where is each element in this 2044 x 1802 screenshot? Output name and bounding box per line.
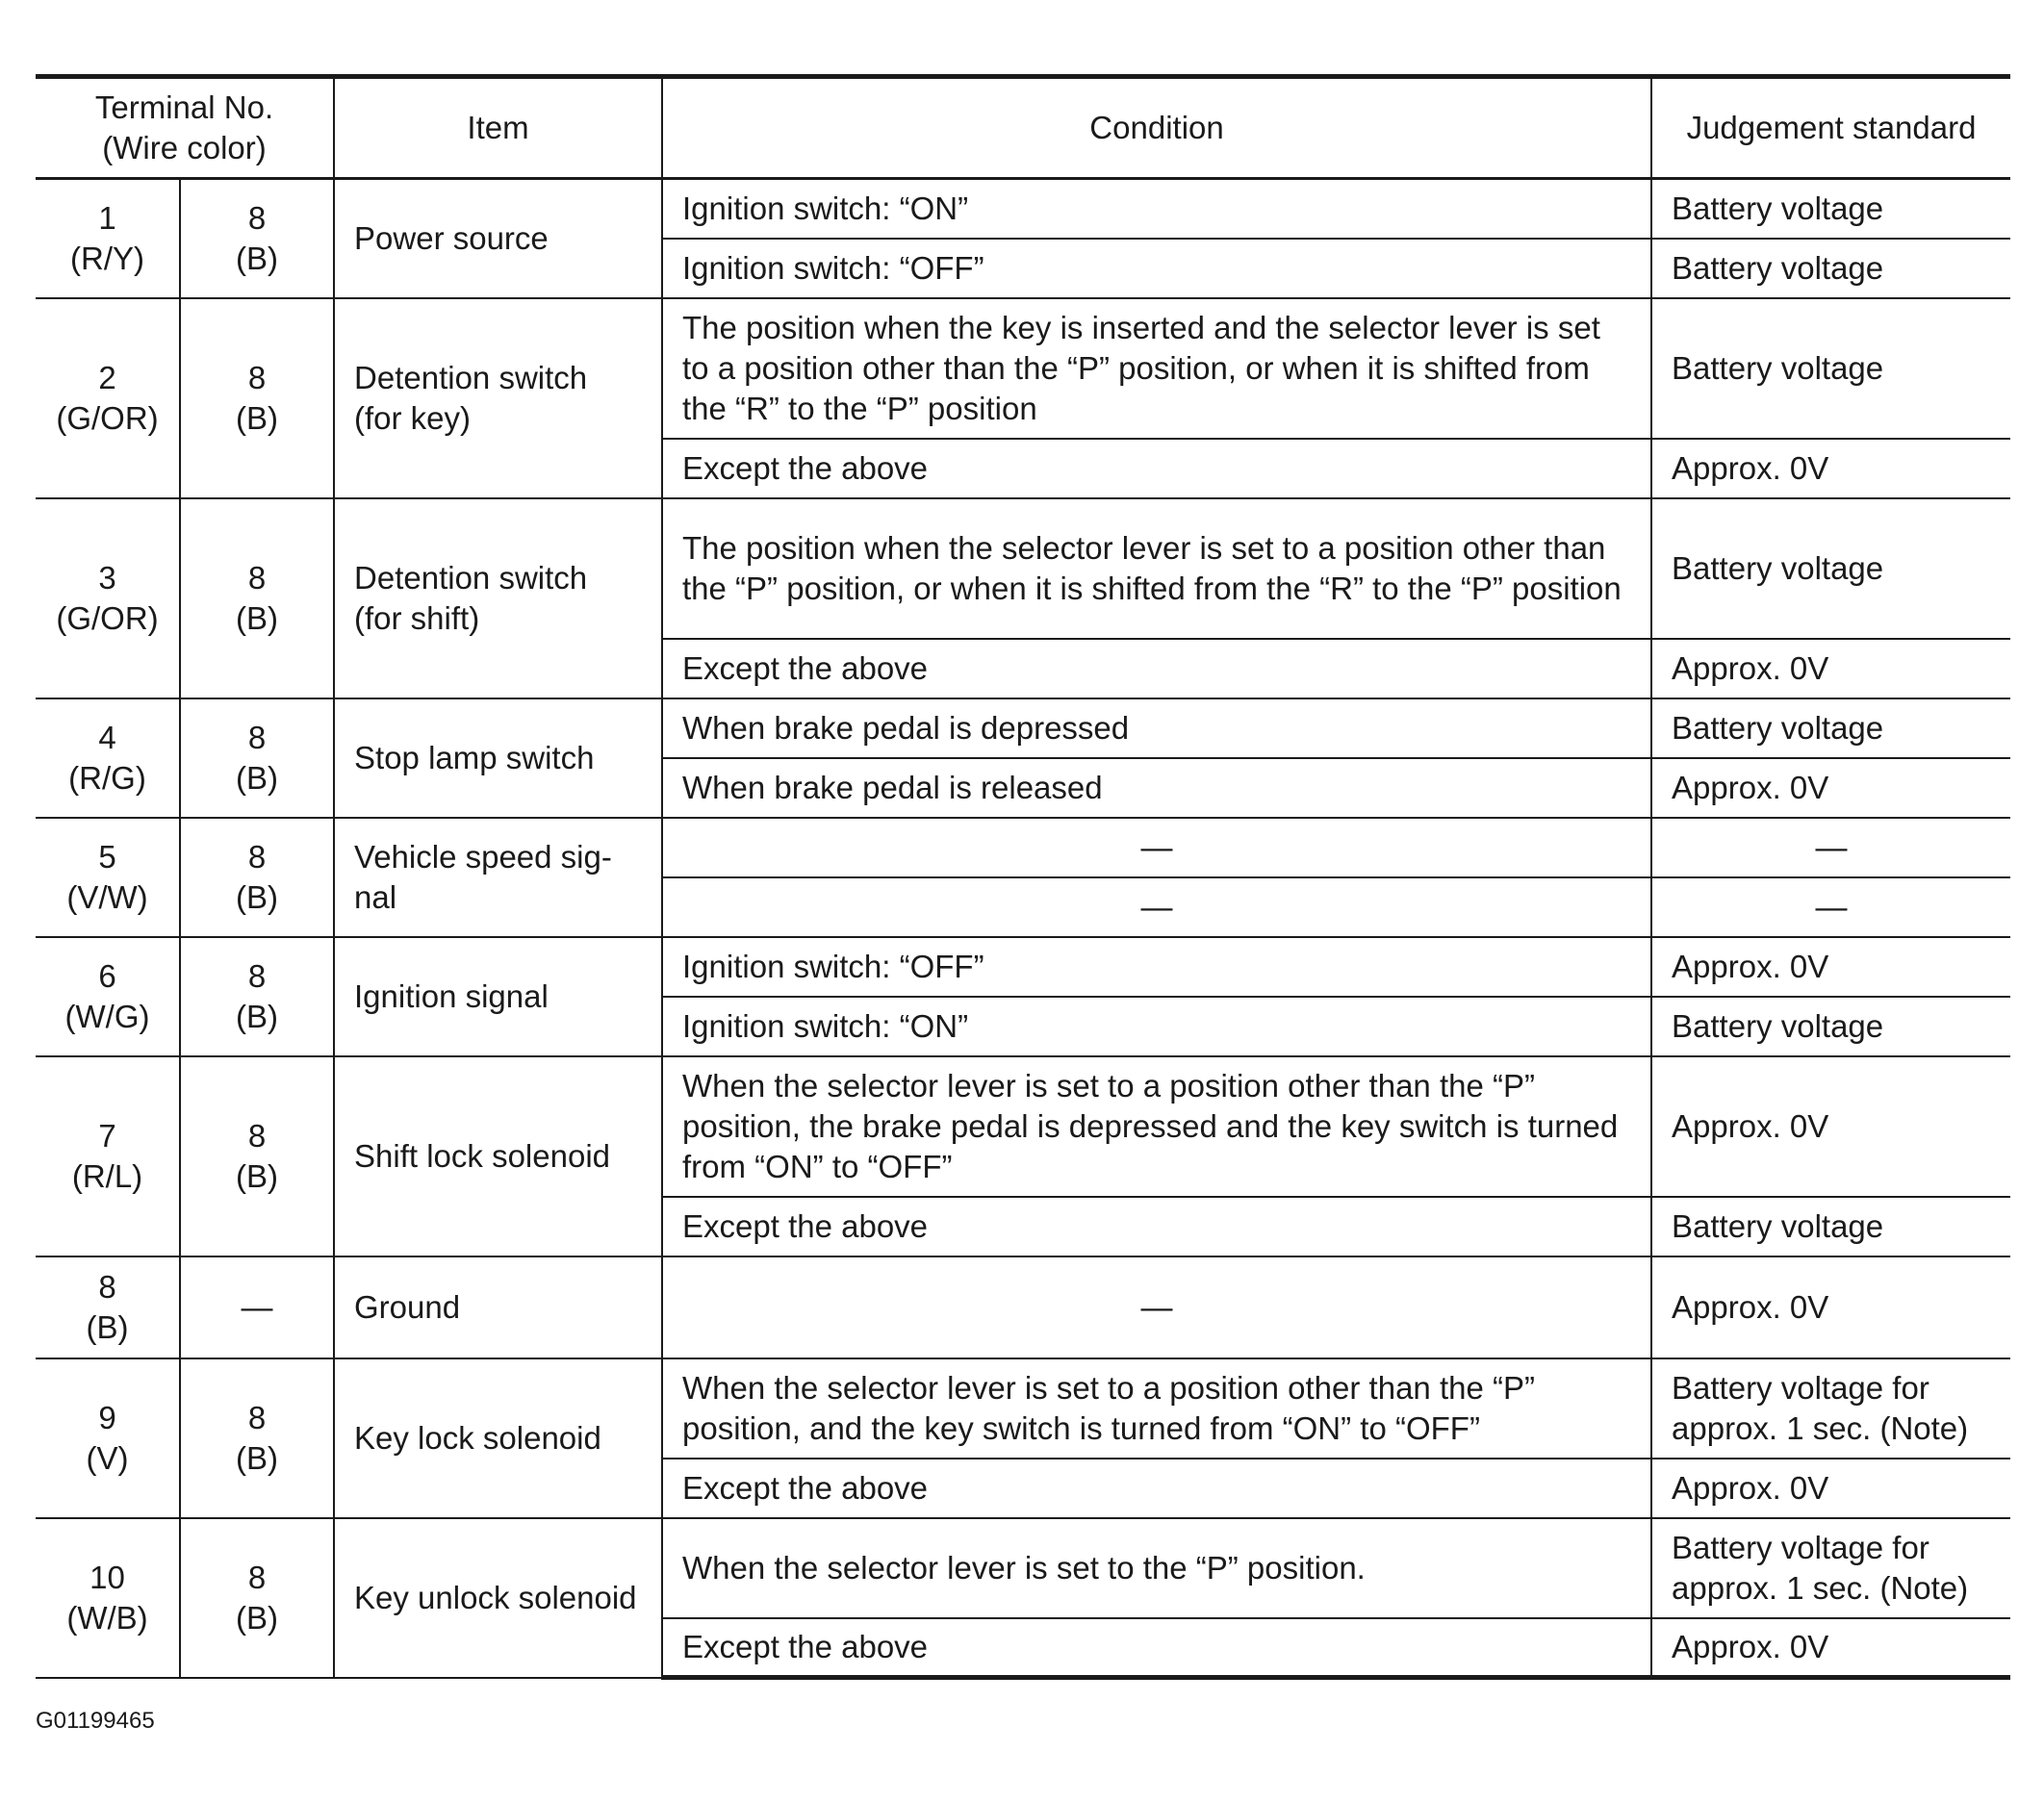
header-item: Item [334,77,662,179]
terminal-to: 8 (B) [180,937,334,1056]
condition-cell: Except the above [662,639,1651,698]
standard-cell: Approx. 0V [1651,639,2010,698]
header-row [36,77,2010,179]
standard-cell: Battery voltage [1651,298,2010,439]
item-cell: Ignition signal [334,937,662,1056]
condition-cell: The position when the key is inserted and the selector lever is set to a position other than the “P” position, or when it is shifted from the “R” to the “P” position [662,298,1651,439]
standard-cell: Battery voltage [1651,698,2010,758]
standard-cell: Battery voltage [1651,239,2010,298]
terminal-from: 4 (R/G) [36,698,180,818]
item-cell: Key unlock solenoid [334,1518,662,1678]
terminal-from: 10 (W/B) [36,1518,180,1678]
condition-cell: Except the above [662,1459,1651,1518]
table-row [36,937,2010,997]
condition-cell: When brake pedal is depressed [662,698,1651,758]
table-row [36,298,2010,439]
header-judgement: Judgement standard [1651,77,2010,179]
table-row [36,1256,2010,1358]
condition-cell: Ignition switch: “ON” [662,997,1651,1056]
item-cell: Ground [334,1256,662,1358]
condition-cell: — [662,1256,1651,1358]
table-row [36,818,2010,877]
table-row [36,1056,2010,1197]
item-cell: Stop lamp switch [334,698,662,818]
standard-cell: Battery voltage [1651,1197,2010,1256]
standard-cell: — [1651,818,2010,877]
terminal-to: — [180,1256,334,1358]
terminal-to: 8 (B) [180,818,334,937]
terminal-from: 3 (G/OR) [36,498,180,698]
standard-cell: Battery voltage [1651,997,2010,1056]
condition-cell: — [662,818,1651,877]
terminal-from: 8 (B) [36,1256,180,1358]
standard-cell: Approx. 0V [1651,1459,2010,1518]
condition-cell: When the selector lever is set to a position other than the “P” position, the brake pedal is depressed and the key switch is turned from “ON” to “OFF” [662,1056,1651,1197]
terminal-from: 7 (R/L) [36,1056,180,1256]
terminal-to: 8 (B) [180,498,334,698]
item-cell: Shift lock solenoid [334,1056,662,1256]
terminal-to: 8 (B) [180,1056,334,1256]
terminal-to: 8 (B) [180,698,334,818]
table-row [36,498,2010,639]
standard-cell: Approx. 0V [1651,758,2010,818]
terminal-from: 6 (W/G) [36,937,180,1056]
standard-cell: Approx. 0V [1651,937,2010,997]
standard-cell: Approx. 0V [1651,1618,2010,1678]
terminal-to: 8 (B) [180,179,334,298]
condition-cell: Except the above [662,1197,1651,1256]
item-cell: Detention switch (for shift) [334,498,662,698]
standard-cell: Approx. 0V [1651,1056,2010,1197]
standard-cell: — [1651,877,2010,937]
terminal-from: 2 (G/OR) [36,298,180,498]
terminal-from: 5 (V/W) [36,818,180,937]
header-condition: Condition [662,77,1651,179]
terminal-to: 8 (B) [180,1358,334,1518]
table-row [36,698,2010,758]
condition-cell: Ignition switch: “ON” [662,179,1651,239]
standard-cell: Battery voltage for approx. 1 sec. (Note) [1651,1358,2010,1459]
standard-cell: Battery voltage [1651,498,2010,639]
figure-id: G01199465 [36,1708,155,1734]
terminal-to: 8 (B) [180,298,334,498]
terminal-to: 8 (B) [180,1518,334,1678]
item-cell: Power source [334,179,662,298]
terminal-from: 1 (R/Y) [36,179,180,298]
table-row [36,1358,2010,1459]
item-cell: Vehicle speed sig- nal [334,818,662,937]
standard-cell: Approx. 0V [1651,1256,2010,1358]
item-cell: Detention switch (for key) [334,298,662,498]
condition-cell: When the selector lever is set to the “P” position. [662,1518,1651,1618]
condition-cell: The position when the selector lever is set to a position other than the “P” position, or when it is shifted from the “R” to the “P” position [662,498,1651,639]
header-terminal: Terminal No. (Wire color) [36,77,334,179]
condition-cell: When the selector lever is set to a position other than the “P” position, and the key switch is turned from “ON” to “OFF” [662,1358,1651,1459]
condition-cell: Ignition switch: “OFF” [662,937,1651,997]
standard-cell: Battery voltage for approx. 1 sec. (Note) [1651,1518,2010,1618]
table-row [36,1518,2010,1618]
condition-cell: When brake pedal is released [662,758,1651,818]
standard-cell: Approx. 0V [1651,439,2010,498]
condition-cell: Except the above [662,1618,1651,1678]
table-row [36,179,2010,239]
item-cell: Key lock solenoid [334,1358,662,1518]
condition-cell: Ignition switch: “OFF” [662,239,1651,298]
terminal-spec-table [36,74,2010,1680]
condition-cell: Except the above [662,439,1651,498]
terminal-from: 9 (V) [36,1358,180,1518]
standard-cell: Battery voltage [1651,179,2010,239]
condition-cell: — [662,877,1651,937]
